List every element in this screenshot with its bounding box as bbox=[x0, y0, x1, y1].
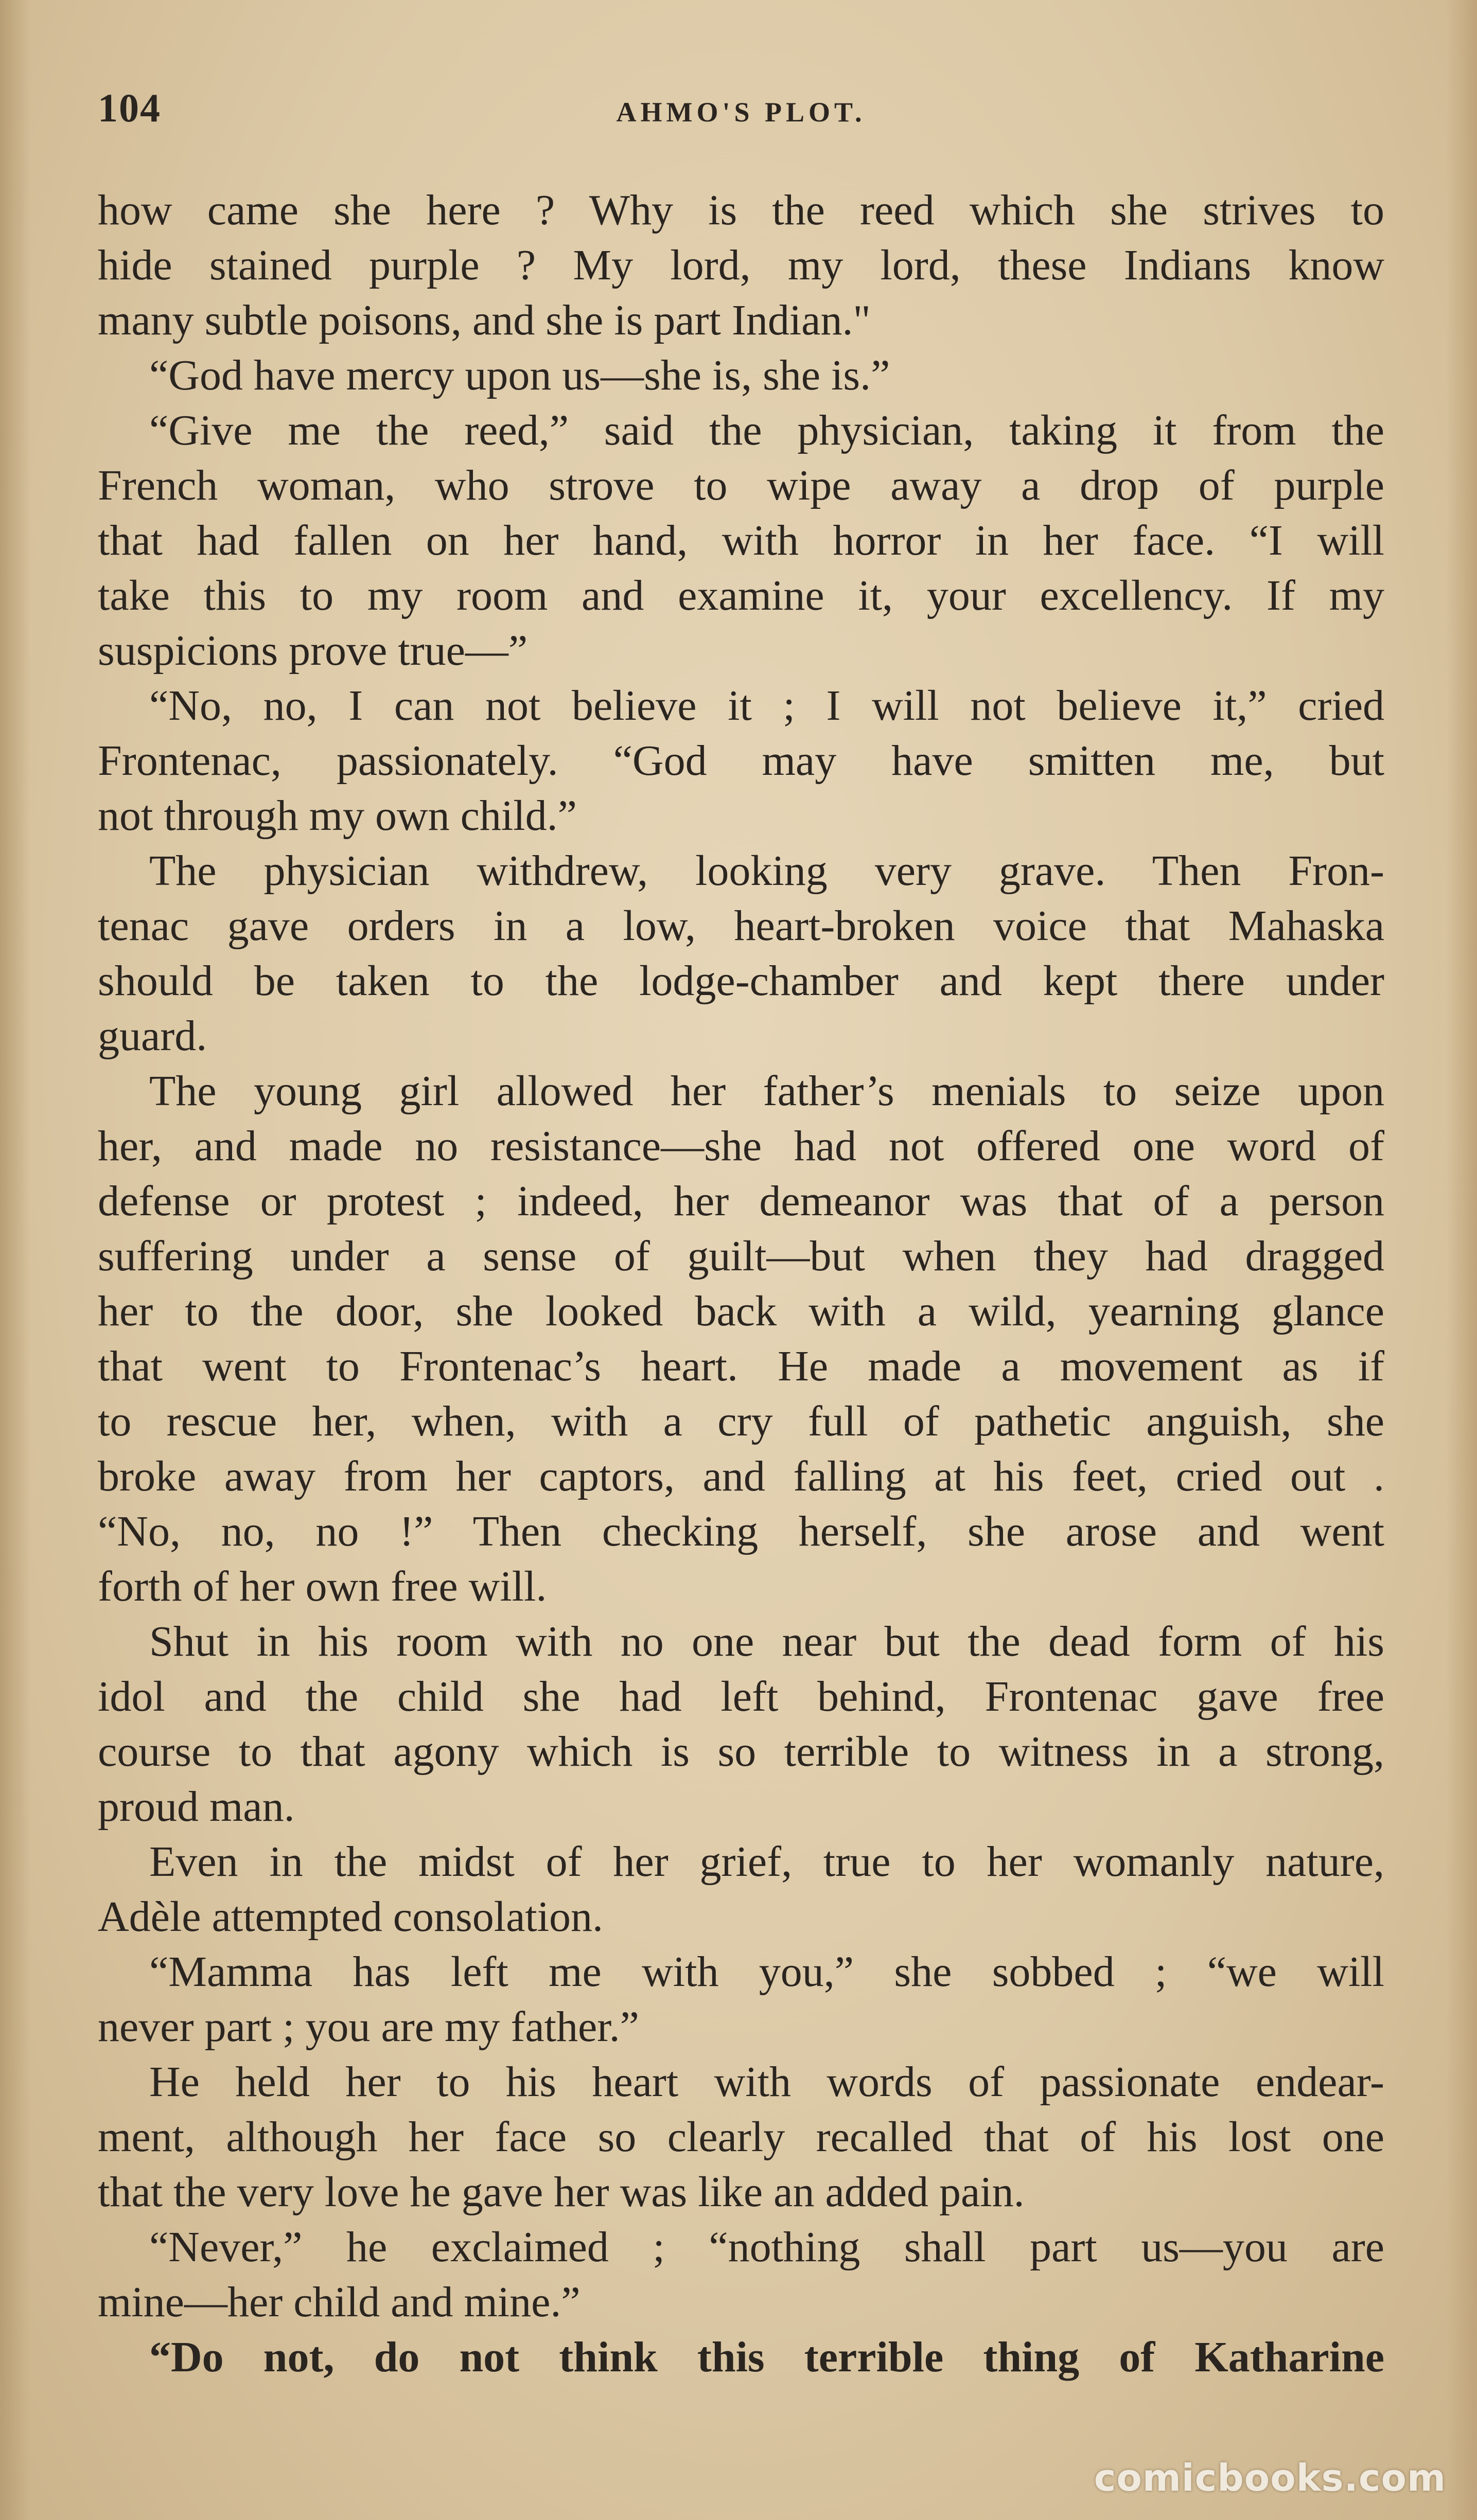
text-line: forth of her own free will. bbox=[98, 1563, 547, 1610]
text-line: idol and the child she had left behind, Frontenac gave free bbox=[98, 1673, 1384, 1720]
text-line: not through my own child.” bbox=[98, 792, 577, 840]
text-line: “Never,” he exclaimed ; “nothing shall part us—you are bbox=[149, 2223, 1384, 2271]
text-line: “No, no, no !” Then checking herself, she arose and went bbox=[98, 1507, 1384, 1555]
text-line: course to that agony which is so terrible to witness in a strong, bbox=[98, 1728, 1384, 1776]
page-edge-left bbox=[0, 0, 31, 2520]
text-line: “God have mercy upon us—she is, she is.” bbox=[149, 351, 890, 399]
text-line: her, and made no resistance—she had not offered one word of bbox=[98, 1122, 1384, 1170]
text-line: Adèle attempted consolation. bbox=[98, 1893, 604, 1941]
text-line: proud man. bbox=[98, 1783, 295, 1831]
text-line: to rescue her, when, with a cry full of pathetic anguish, she bbox=[98, 1397, 1384, 1445]
text-line: suspicions prove true—” bbox=[98, 627, 528, 675]
text-line: never part ; you are my father.” bbox=[98, 2003, 639, 2051]
text-line: “Mamma has left me with you,” she sobbed ; “we will bbox=[149, 1948, 1384, 1996]
text-line: that the very love he gave her was like an added pain. bbox=[98, 2168, 1025, 2216]
page-header bbox=[98, 85, 1384, 141]
text-line: hide stained purple ? My lord, my lord, these Indians know bbox=[98, 241, 1384, 289]
text-line: that went to Frontenac’s heart. He made a movement as if bbox=[98, 1342, 1384, 1390]
text-line: The physician withdrew, looking very grave. Then Fron- bbox=[149, 847, 1384, 895]
text-line: “No, no, I can not believe it ; I will not believe it,” cried bbox=[149, 682, 1384, 730]
running-title: AHMO'S PLOT. bbox=[616, 97, 866, 128]
text-line: that had fallen on her hand, with horror in her face. “I will bbox=[98, 517, 1384, 564]
text-line: tenac gave orders in a low, heart-broken voice that Mahaska bbox=[98, 902, 1384, 950]
text-line: He held her to his heart with words of passionate endear- bbox=[149, 2058, 1384, 2106]
text-line: broke away from her captors, and falling at his feet, cried out . bbox=[98, 1452, 1384, 1500]
text-line: Frontenac, passionately. “God may have smitten me, but bbox=[98, 737, 1384, 785]
body-text bbox=[98, 183, 1384, 2385]
text-line: mine—her child and mine.” bbox=[98, 2278, 581, 2326]
page-number: 104 bbox=[98, 85, 161, 130]
text-line: Even in the midst of her grief, true to her womanly nature, bbox=[149, 1838, 1384, 1886]
text-line: The young girl allowed her father’s menials to seize upon bbox=[149, 1067, 1384, 1115]
text-line: should be taken to the lodge-chamber and kept there under bbox=[98, 957, 1384, 1005]
text-line: suffering under a sense of guilt—but when they had dragged bbox=[98, 1232, 1384, 1280]
text-line: French woman, who strove to wipe away a drop of purple bbox=[98, 462, 1384, 509]
text-line: ment, although her face so clearly recalled that of his lost one bbox=[98, 2113, 1384, 2161]
page-edge-right bbox=[1446, 0, 1477, 2520]
text-line: “Do not, do not think this terrible thing of Katharine bbox=[149, 2333, 1384, 2381]
text-line: Shut in his room with no one near but the dead form of his bbox=[149, 1618, 1384, 1665]
text-line: guard. bbox=[98, 1012, 207, 1060]
text-line: take this to my room and examine it, your excellency. If my bbox=[98, 572, 1384, 619]
text-line: how came she here ? Why is the reed which she strives to bbox=[98, 186, 1384, 234]
text-line: “Give me the reed,” said the physician, taking it from the bbox=[149, 406, 1384, 454]
text-line: her to the door, she looked back with a wild, yearning glance bbox=[98, 1287, 1384, 1335]
text-line: many subtle poisons, and she is part Indian." bbox=[98, 296, 871, 344]
watermark: comicbooks.com bbox=[1094, 2456, 1446, 2499]
text-line: defense or protest ; indeed, her demeanor was that of a person bbox=[98, 1177, 1384, 1225]
